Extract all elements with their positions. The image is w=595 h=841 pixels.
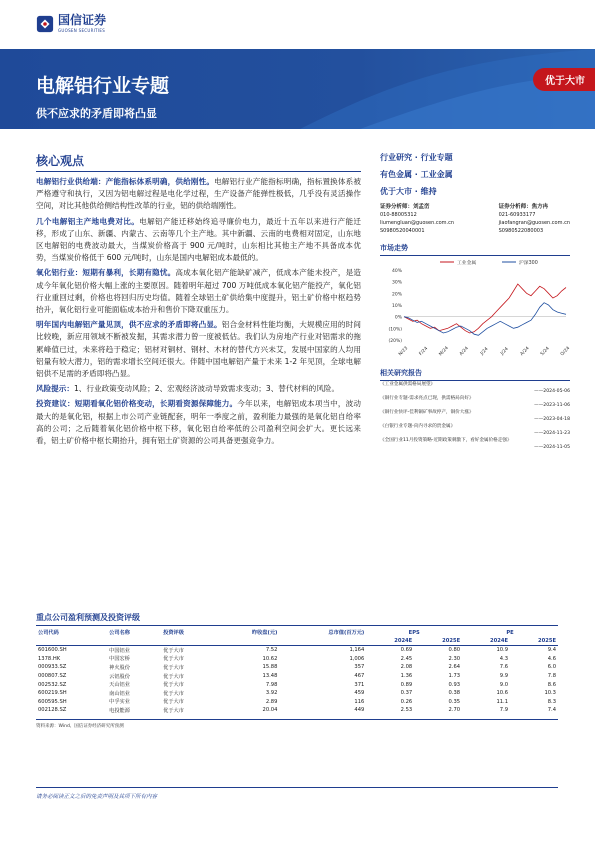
table-cell: 优于大市 [163, 699, 184, 706]
table-cell: 中孚实业 [109, 699, 130, 706]
related-report-item[interactable] [380, 423, 570, 437]
paragraph-lead: 风险提示： [36, 384, 74, 394]
market-trend-chart [380, 256, 570, 356]
x-tick-label: O/24 [560, 346, 572, 358]
report-title: 《工业金属供需格局展望》 [380, 382, 436, 387]
table-cell: 1378.HK [38, 655, 61, 662]
x-tick-label: A/24 [519, 346, 531, 358]
table-cell: 002128.SZ [38, 707, 67, 714]
table-cell: 459 [354, 690, 365, 697]
table-cell: 0.93 [448, 681, 461, 688]
table-row [36, 680, 558, 689]
series-line-0 [404, 284, 566, 333]
disclaimer-footer: 请务必阅读正文之后的免责声明及其项下所有内容 [36, 787, 558, 800]
y-tick-label: (20%) [388, 339, 402, 344]
table-cell: 优于大市 [163, 656, 184, 663]
table-cell: 优于大市 [163, 664, 184, 671]
table-row [36, 672, 558, 681]
table-cell: 2.89 [265, 698, 278, 705]
related-report-item[interactable] [380, 381, 570, 395]
table-cell: 9.0 [499, 681, 509, 688]
table-cell: 6.0 [547, 664, 556, 671]
table-cell: 10.6 [496, 690, 509, 697]
table-cell: 云铝股份 [109, 673, 130, 680]
table-cell: 13.48 [262, 673, 278, 680]
paragraph-text: 电解铝行业产能指标明确，指标置换体系被严格遵守和执行，又因为铝电解过程是电化学过程，生产设备产能弹性极低，几乎没有灵活操作空间，对比其他供给侧结构性改革的行业，铝的供给端刚性。 [36, 177, 362, 211]
table-cell: 357 [354, 664, 365, 671]
table-cell: 2.53 [400, 707, 413, 714]
table-cell: 3.92 [265, 690, 278, 697]
table-cell: 4.6 [547, 655, 556, 662]
x-tick-label: F/24 [418, 346, 430, 357]
table-cell: 11.1 [496, 698, 509, 705]
forecast-table [36, 628, 558, 715]
table-header-cell: 昨收盘(元) [251, 630, 278, 636]
report-title: 《铜行业快评-佳利铜矿事故停产，铜价大涨》 [380, 410, 474, 415]
core-paragraph [36, 398, 361, 447]
table-cell: 优于大市 [163, 682, 184, 689]
legend-label: 沪深300 [519, 261, 538, 266]
table-cell: 天山铝业 [109, 682, 130, 689]
paragraph-lead: 投资建议：短期看氧化铝价格变动，长期看资源保障能力。 [36, 399, 238, 409]
sidebar-sector: 有色金属 · 工业金属 [380, 170, 453, 179]
paragraph-text: 今年以来，电解铝成本项当中，波动最大的是氧化铝，根据上市公司产业链配套，明年一季度之前，盈利能力最强的是氧化铝自给率高的公司；之后随着氧化铝价格中枢下移，氧化铝自给率低的公司盈利空间会扩大。更长远来看，铝土矿价格中枢长期抬升，拥有铝土矿资源的公司具备更强竞争力。 [36, 399, 361, 446]
title-banner [0, 49, 595, 129]
table-cell: 600595.SH [38, 698, 67, 705]
table-subheader-cell: 2024E [366, 637, 414, 646]
table-cell: 0.89 [400, 681, 413, 688]
report-title: 电解铝行业专题 [36, 75, 170, 97]
report-date: ——2023-04-18 [534, 417, 570, 422]
analyst-block [380, 203, 570, 235]
table-cell: 1,006 [349, 655, 365, 662]
table-cell: 0.26 [400, 698, 413, 705]
sidebar [380, 152, 570, 451]
table-cell: 7.8 [547, 673, 556, 680]
table-cell: 467 [354, 673, 365, 680]
paragraph-lead: 氧化铝行业：短期有暴利，长期有隐忧。 [36, 268, 176, 278]
series-line-1 [404, 303, 566, 336]
table-source-note: 资料来源：Wind、国信证券经济研究所预测 [36, 719, 558, 729]
table-row [36, 706, 558, 715]
related-report-item[interactable] [380, 437, 570, 451]
table-header-cell: PE [506, 629, 514, 636]
table-row [36, 689, 558, 698]
table-cell: 449 [354, 707, 365, 714]
x-tick-label: S/24 [540, 346, 551, 357]
table-cell: 7.6 [499, 664, 509, 671]
table-cell: 电投能源 [109, 707, 130, 714]
paragraph-lead: 几个电解铝主产地电费对比。 [36, 216, 140, 226]
table-cell: 0.80 [448, 647, 461, 654]
table-cell: 7.4 [547, 707, 556, 714]
table-cell: 优于大市 [163, 707, 184, 714]
paragraph-lead: 电解铝行业供给端：产能指标体系明确，供给刚性。 [36, 177, 215, 186]
sidebar-category: 行业研究 · 行业专题 [380, 153, 453, 162]
analyst-1: 证券分析师：刘孟峦 010-88005312 liumengluan@guosen.com.cn S0980520040001 [380, 204, 455, 234]
table-cell: 10.62 [262, 655, 278, 662]
table-cell: 南山铝业 [109, 690, 130, 697]
table-cell: 601600.SH [38, 647, 67, 654]
table-cell: 1.73 [448, 673, 461, 680]
paragraph-text: 1、行业政策变动风险；2、宏观经济波动导致需求变动；3、替代材料的风险。 [73, 384, 340, 394]
table-cell: 000807.SZ [38, 673, 67, 680]
table-cell: 中国宏桥 [109, 656, 130, 663]
report-title: 《全国行业11月投资策略-近期政策刺激下，看好金属价格走强》 [380, 438, 512, 443]
table-cell: 7.98 [265, 681, 278, 688]
related-report-item[interactable] [380, 395, 570, 409]
table-cell: 0.37 [400, 690, 413, 697]
y-tick-label: 10% [391, 304, 402, 309]
rating-badge: 优于大市 [533, 68, 595, 91]
table-cell: 15.88 [262, 664, 278, 671]
table-cell: 优于大市 [163, 673, 184, 680]
report-title: 《白银行业专题-向内寻求的贵金属》 [380, 424, 456, 429]
y-tick-label: 20% [391, 292, 402, 298]
y-tick-label: 40% [391, 269, 402, 274]
table-cell: 10.9 [496, 647, 509, 654]
table-cell: 116 [354, 698, 365, 705]
report-subtitle: 供不应求的矛盾即将凸显 [36, 107, 157, 120]
table-header-cell: 投资评级 [163, 630, 184, 636]
table-header-cell: 公司名称 [109, 630, 130, 636]
table-cell: 002532.SZ [38, 681, 67, 688]
brand-name-cn: 国信证券 [58, 13, 107, 27]
core-paragraph [36, 267, 361, 316]
table-cell: 9.4 [547, 647, 556, 654]
y-tick-label: 0% [394, 315, 402, 321]
brand-name-en: GUOSEN SECURITIES [58, 28, 106, 33]
paragraph-text: 电解铝产能迁移始终追寻廉价电力，最近十五年以来进行产能迁移，形成了山东、新疆、内蒙古、云南等几个主产地。其中新疆、云南的电费相对固定，山东地区电解铝的电费波动最大，当煤炭价格高于 900 元/吨时，山东相比其他主产地不具备成本优势，当煤炭价格低于 600 元/吨时，山东是国内电解铝成本最低的。 [36, 216, 361, 263]
table-subheader-cell: 2025E [510, 637, 558, 646]
table-cell: 2.70 [448, 707, 461, 714]
core-paragraph [36, 216, 361, 265]
core-paragraph [36, 383, 361, 395]
table-cell: 20.04 [262, 707, 278, 714]
table-cell: 神火股份 [109, 664, 130, 671]
table-cell: 9.9 [499, 673, 509, 680]
table-row [36, 663, 558, 672]
related-reports-title: 相关研究报告 [380, 368, 570, 381]
core-paragraph [36, 176, 361, 213]
core-views-section [36, 152, 361, 450]
table-row [36, 646, 558, 655]
market-trend-title: 市场走势 [380, 243, 570, 256]
table-row [36, 655, 558, 664]
table-cell: 2.64 [448, 664, 461, 671]
x-tick-label: J/24 [479, 346, 490, 357]
analyst-2: 证券分析师：焦方冉 021-60933177 jiaofangran@guosen.com.cn S0980522080003 [498, 204, 570, 234]
x-tick-label: J/24 [500, 346, 510, 357]
brand-logo [36, 14, 106, 33]
paragraph-text: 铝合金材料性能均衡，大规模应用的时间比较晚，新应用领域不断被发掘，其需求潜力曾一度被低估。我们认为房地产行业对铝需求的拖累峰值已过，未来将趋于稳定；铝材对铜材、钢材、木材的替代方兴未艾，发展中国家的人均用铝量有较大潜力，铝的需求增长空间还很大。伴随中国电解铝产量于未来 1-2 年见顶，全球电解铝供不足需的矛盾即将凸显。 [36, 320, 361, 379]
table-subheader-cell [161, 637, 215, 646]
guosen-logo-icon [36, 15, 54, 33]
table-cell: 中国铝业 [109, 647, 130, 654]
core-views-heading: 核心观点 [36, 152, 361, 172]
table-cell: 优于大市 [163, 690, 184, 697]
sidebar-rating: 优于大市 · 维持 [380, 187, 437, 196]
related-report-item[interactable] [380, 409, 570, 423]
paragraph-text: 高成本氧化铝产能缺矿减产，低成本产能未投产，是造成今年氧化铝价格大幅上涨的主要原因。随着明年超过 700 万吨低成本氧化铝产能投产，氧化铝行业重回过剩，价格也将回归历史均值。随着全球铝土矿供给集中度提升，铝土矿价格中枢趋势抬升，氧化铝行业可能面临成本抬升和售价下降双重压力。 [36, 268, 362, 315]
legend-label: 工业金属 [457, 261, 477, 266]
report-date: ——2024-11-05 [534, 445, 570, 450]
table-cell: 2.45 [400, 655, 413, 662]
table-cell: 2.30 [448, 655, 461, 662]
table-cell: 1.36 [400, 673, 413, 680]
x-tick-label: A/24 [458, 346, 470, 358]
table-subheader-cell [279, 637, 366, 646]
table-subheader-cell: 2024E [462, 637, 510, 646]
table-cell: 4.3 [499, 655, 509, 662]
table-cell: 10.3 [544, 690, 556, 697]
related-reports-list [380, 381, 570, 451]
report-date: ——2024-05-06 [534, 389, 570, 394]
report-date: ——2024-11-23 [534, 431, 570, 436]
table-cell: 2.08 [400, 664, 413, 671]
table-cell: 0.38 [448, 690, 461, 697]
table-cell: 8.3 [547, 698, 556, 705]
table-subheader-cell: 2025E [414, 637, 462, 646]
table-cell: 优于大市 [163, 647, 184, 654]
table-cell: 0.69 [400, 647, 413, 654]
y-tick-label: 30% [391, 280, 402, 286]
y-tick-label: (10%) [388, 327, 402, 333]
table-cell: 0.35 [448, 698, 461, 705]
paragraph-lead: 明年国内电解铝产量见顶，供不应求的矛盾即将凸显。 [36, 320, 222, 330]
table-cell: 8.6 [547, 681, 556, 688]
table-subheader-cell [215, 637, 279, 646]
core-paragraph [36, 319, 361, 380]
report-date: ——2023-11-06 [534, 403, 570, 408]
x-tick-label: N/23 [398, 346, 410, 358]
forecast-table-section [36, 612, 558, 729]
table-subheader-cell [107, 637, 161, 646]
table-cell: 000933.SZ [38, 664, 67, 671]
table-subheader-cell [36, 637, 107, 646]
table-header-cell: 总市值(百万元) [328, 630, 365, 636]
x-tick-label: M/24 [438, 345, 450, 358]
table-row [36, 698, 558, 707]
table-cell: 7.9 [499, 707, 509, 714]
table-cell: 600219.SH [38, 690, 67, 697]
table-cell: 371 [354, 681, 365, 688]
table-header-cell: EPS [408, 629, 420, 636]
table-cell: 7.52 [265, 647, 278, 654]
table-cell: 1,164 [349, 647, 365, 654]
table-header-cell: 公司代码 [38, 630, 59, 636]
report-title: 《铜行业专题-需求亮点已现，供需格局向好》 [380, 396, 474, 401]
forecast-table-title: 重点公司盈利预测及投资评级 [36, 612, 558, 626]
